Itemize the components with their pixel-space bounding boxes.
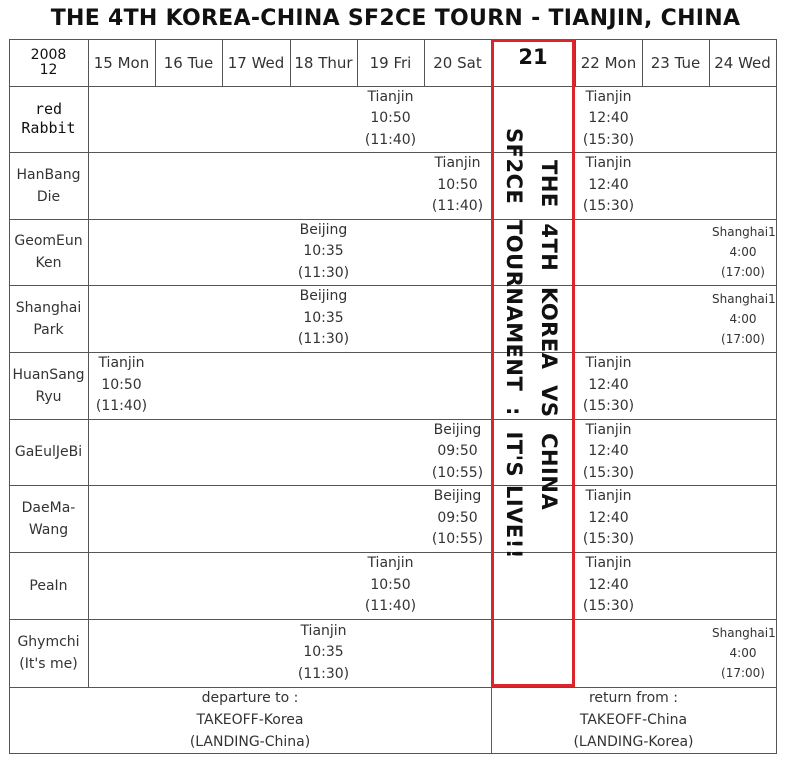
player-name-line: GeomEun: [14, 233, 83, 249]
return-flight: [709, 285, 776, 352]
row-divider: [9, 619, 776, 620]
row-divider: [9, 285, 776, 286]
flight-city: Tianjin: [434, 155, 481, 172]
legend-line: departure to :: [201, 690, 299, 706]
flight-arrival: (15:30): [582, 398, 635, 415]
flight-time: 12:40: [588, 443, 629, 460]
flight-arrival: (17:00): [721, 666, 765, 680]
flight-time: 4:00: [729, 245, 757, 259]
legend-line: TAKEOFF-China: [579, 712, 688, 728]
player-name-line: GaEulJeBi: [14, 444, 83, 460]
player-name-line: PeaIn: [29, 577, 68, 594]
departure-flight: [290, 219, 357, 285]
departure-flight: [424, 485, 491, 552]
legend-line: return from :: [588, 690, 678, 706]
flight-time: 12:40: [588, 509, 629, 526]
flight-time: 10:50: [101, 376, 142, 393]
player-name: [9, 219, 88, 285]
player-name-line: HanBang: [16, 166, 81, 183]
flight-city: Beijing: [433, 421, 482, 438]
flight-time: 12:40: [588, 376, 629, 393]
departure-flight: [88, 352, 155, 419]
table-border: [9, 753, 777, 754]
flight-time: 10:35: [303, 309, 344, 326]
banner-line-2: SF2CE TOURNAMENT : IT'S LIVE!!: [502, 128, 526, 559]
flight-arrival: (15:30): [582, 464, 635, 481]
year-month-header: [9, 39, 88, 86]
player-name-line: Ghymchi: [17, 634, 80, 650]
table-border: [776, 39, 777, 754]
flight-time: 10:35: [303, 243, 344, 260]
flight-time: 12:40: [588, 176, 629, 193]
flight-time: 10:50: [370, 110, 411, 127]
flight-arrival: (11:30): [297, 331, 350, 348]
day-header: 19 Fri: [369, 53, 412, 72]
day-header: 17 Wed: [227, 53, 285, 72]
month-label: 12: [39, 61, 58, 78]
flight-city: Tianjin: [98, 355, 145, 372]
flight-arrival: (11:30): [297, 264, 350, 281]
departure-flight: [290, 285, 357, 352]
flight-time: 4:00: [729, 311, 757, 326]
flight-city: Tianjin: [585, 555, 632, 572]
flight-time: 10:50: [437, 176, 478, 193]
player-name-line: (It's me): [19, 656, 78, 672]
player-name: [9, 86, 88, 152]
return-flight: [575, 86, 642, 152]
banner-line-1: THE 4TH KOREA VS CHINA: [537, 160, 561, 511]
departure-flight: [424, 419, 491, 485]
flight-city: Tianjin: [367, 88, 414, 105]
player-name-line: Wang: [28, 521, 69, 538]
return-flight: [709, 219, 776, 285]
day-header: 23 Tue: [650, 53, 701, 72]
player-name-line: DaeMa-: [21, 499, 76, 516]
flight-arrival: (11:40): [431, 198, 484, 215]
flight-city: Tianjin: [300, 622, 347, 639]
legend-line: (LANDING-China): [189, 734, 311, 750]
return-flight: [575, 419, 642, 485]
row-divider: [9, 485, 776, 486]
flight-arrival: (10:55): [431, 531, 484, 548]
return-flight: [575, 352, 642, 419]
flight-city: Beijing: [299, 288, 348, 305]
flight-arrival: (11:40): [364, 598, 417, 615]
flight-city: Beijing: [299, 221, 348, 238]
day-header: 22 Mon: [580, 53, 637, 72]
flight-arrival: (11:40): [95, 398, 148, 415]
day-header-21: 21: [518, 45, 548, 69]
flight-time: 09:50: [437, 509, 478, 526]
player-name-line: HuanSang: [12, 366, 85, 383]
flight-time: 4:00: [729, 646, 757, 660]
player-name-line: Ken: [35, 255, 62, 271]
day-header: 20 Sat: [433, 53, 482, 72]
flight-time: 10:35: [303, 644, 344, 661]
flight-city: Tianjin: [585, 421, 632, 438]
flight-arrival: (10:55): [431, 464, 484, 481]
flight-city: Beijing: [433, 488, 482, 505]
player-name-line: Shanghai: [15, 299, 82, 316]
flight-arrival: (15:30): [582, 198, 635, 215]
player-name: [9, 619, 88, 687]
player-name-line: Rabbit: [21, 119, 76, 137]
player-name: [9, 419, 88, 485]
legend-line: TAKEOFF-Korea: [196, 712, 304, 728]
flight-arrival: (11:40): [364, 131, 417, 148]
flight-city: Tianjin: [585, 88, 632, 105]
flight-city: Shanghai1: [712, 626, 776, 640]
row-divider: [9, 219, 776, 220]
day-header: 18 Thur: [294, 53, 353, 72]
player-name-line: Die: [36, 188, 61, 205]
departure-legend: [9, 687, 491, 753]
day-header: 15 Mon: [93, 53, 150, 72]
flight-city: Shanghai1: [712, 291, 776, 306]
return-flight: [709, 619, 776, 687]
flight-time: 12:40: [588, 576, 629, 593]
player-name: [9, 285, 88, 352]
day-header: 16 Tue: [163, 53, 214, 72]
flight-arrival: (11:30): [297, 665, 350, 682]
flight-arrival: (15:30): [582, 598, 635, 615]
flight-city: Tianjin: [585, 155, 632, 172]
legend-line: (LANDING-Korea): [573, 734, 694, 750]
flight-city: Shanghai1: [712, 225, 776, 239]
flight-time: 10:50: [370, 576, 411, 593]
page-title: THE 4TH KOREA-CHINA SF2CE TOURN - TIANJIN, CHINA: [50, 6, 741, 31]
player-name: [9, 352, 88, 419]
footer-divider: [491, 687, 492, 753]
return-legend: [491, 687, 776, 753]
player-name-line: Ryu: [35, 388, 62, 405]
year-label: 2008: [30, 46, 67, 63]
flight-city: Tianjin: [585, 488, 632, 505]
flight-city: Tianjin: [367, 555, 414, 572]
day-header: 24 Wed: [714, 53, 771, 72]
return-flight: [575, 485, 642, 552]
flight-arrival: (17:00): [721, 265, 765, 279]
return-flight: [575, 552, 642, 619]
flight-arrival: (15:30): [582, 531, 635, 548]
departure-flight: [357, 86, 424, 152]
player-name: [9, 552, 88, 619]
flight-arrival: (17:00): [721, 331, 765, 346]
player-name: [9, 152, 88, 219]
flight-city: Tianjin: [585, 355, 632, 372]
row-divider: [9, 152, 776, 153]
flight-time: 09:50: [437, 443, 478, 460]
departure-flight: [424, 152, 491, 219]
player-name-line: Park: [33, 321, 64, 338]
departure-flight: [290, 619, 357, 687]
row-divider: [9, 419, 776, 420]
player-name: [9, 485, 88, 552]
flight-time: 12:40: [588, 110, 629, 127]
return-flight: [575, 152, 642, 219]
flight-arrival: (15:30): [582, 131, 635, 148]
departure-flight: [357, 552, 424, 619]
player-name-line: red: [34, 100, 63, 118]
